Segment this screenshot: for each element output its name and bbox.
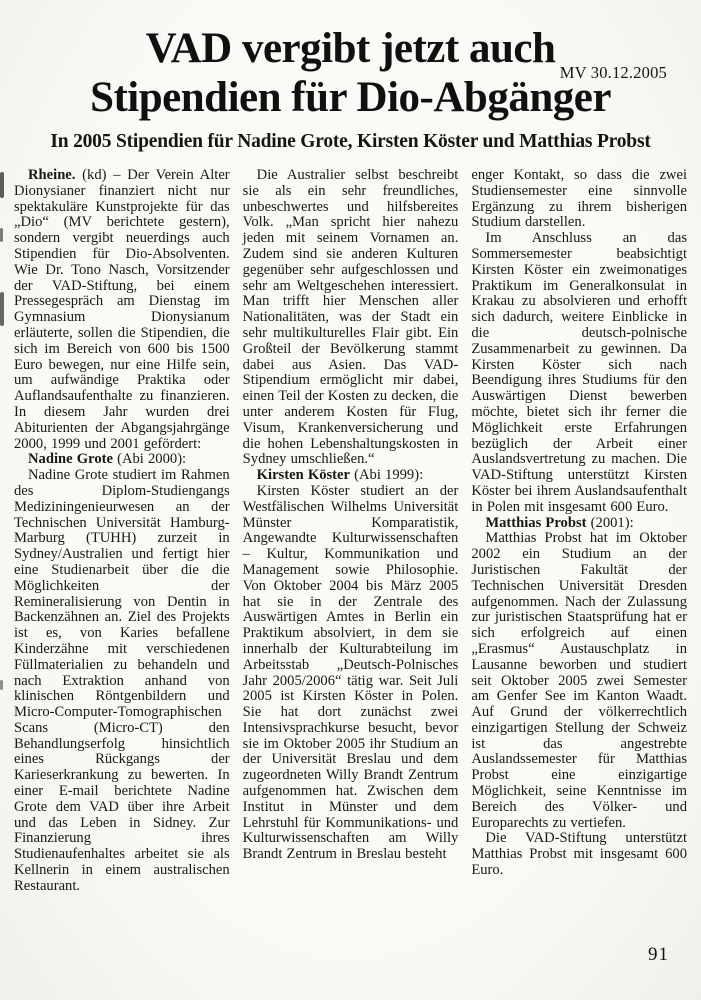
person-abi-year: (2001): — [586, 514, 634, 531]
paragraph-matthias-probst — [471, 531, 687, 831]
paragraph-text: Die VAD-Stiftung unterstützt Matthias Probst mit insgesamt 600 Euro. — [471, 830, 688, 879]
paragraph-australier-quote — [243, 168, 459, 468]
article-title-line1: VAD vergibt jetzt auch — [145, 25, 556, 72]
paragraph-text: Im Anschluss an das Sommersemester beabsichtigt Kirsten Köster ein zweimonatiges Praktikum im Generalkonsulat in Krakau zu absolvieren und erhofft sich dadurch, weitere Einblicke in die deutsch-polnische Zusammenarbeit zu gewinnen. Da Kirsten Köster sich nach Beendigung ihres Studiums für den Auswärtigen Dienst bewerben möchte, bietet sich ihr ferner die Möglichkeit erste Erfahrungen bezüglich der Arbeit einer Auslandsvertretung zu machen. Die VAD-Stiftung unterstützt Kirsten Köster bei ihrem Auslandsaufenthalt in Polen mit insgesamt 600 Euro. — [471, 230, 688, 515]
section-heading-nadine-grote — [14, 452, 230, 468]
page-number: 91 — [648, 944, 669, 965]
scan-artifact — [0, 292, 4, 326]
article-subtitle: In 2005 Stipendien für Nadine Grote, Kirsten Köster und Matthias Probst — [50, 131, 651, 152]
paragraph-text: enger Kontakt, so dass die zwei Studiensemester eine sinnvolle Ergänzung zu ihrem bisherigen Studium darstellen. — [471, 167, 688, 231]
person-name: Matthias Probst — [485, 514, 587, 531]
paragraph-continuation — [471, 168, 687, 231]
person-abi-year: (Abi 2000): — [112, 451, 187, 468]
paragraph-text: Matthias Probst hat im Oktober 2002 ein Studium an der Juristischen Fakultät der Technischen Universität Dresden aufgenommen. Nach der Zulassung zur juristischen Staatsprüfung hat er sich erfolgreich auf einen „Erasmus“ Austauschplatz in Lausanne beworben und studiert seit Oktober 2005 zwei Semester am Genfer See im Kanton Waadt. Auf Grund der völkerrechtlich einzigartigen Stellung der Schweiz ist das angestrebte Auslandssemester für Matthias Probst eine einzigartige Möglichkeit, seine Kenntnisse im Bereich des Völker- und Europarechts zu vertiefen. — [471, 530, 688, 831]
scan-artifact — [0, 680, 3, 690]
paragraph-text: Nadine Grote studiert im Rahmen des Diplom-Studiengangs Mediziningenieurwesen an der Technischen Universität Hamburg-Marburg (TUHH) zurzeit in Sydney/Australien und fertigt hier eine Studienarbeit über die die Möglichkeiten der Remineralisierung von Dentin in Backenzähnen an. Ziel des Projekts ist es, von Karies befallene Kinderzähne mit verschiedenen Füllmaterialien zu behandeln und nach Extraktion anhand von klinischen Röntgenbildern und Micro-Computer-Tomographischen Scans (Micro-CT) den Behandlungserfolg hinsichtlich eines Rückgangs der Karieserkrankung zu bewerten. In einer E-mail berichtete Nadine Grote dem VAD über ihre Arbeit und das Leben in Sidney. Zur Finanzierung ihres Studienaufenhaltes arbeitet sie als Kellnerin in einem australischen Restaurant. — [14, 467, 230, 894]
paragraph-nadine-grote — [14, 468, 230, 895]
person-name: Nadine Grote — [28, 451, 113, 468]
dateline-city: Rheine. — [28, 167, 76, 183]
scan-artifact — [0, 172, 4, 198]
paragraph-foerderung-probst — [471, 831, 687, 878]
paragraph-anschluss — [471, 231, 687, 515]
paragraph-kirsten-koester — [243, 484, 459, 863]
column-1 — [14, 168, 230, 895]
paragraph-text: Die Australier selbst beschreibt sie als ein sehr freundliches, unbeschwertes und hilfsbereites Volk. „Man spricht hier nahezu jeden mit seinem Vornamen an. Zudem sind sie anderen Kulturen gegenüber sehr aufgeschlossen und sehr am Weltgeschehen interessiert. Man trifft hier Menschen aller Nationalitäten, was der Stadt ein sehr multikulturelles Flair gibt. Ein Großteil der Bevölkerung stammt dabei aus Asien. Das VAD-Stipendium ermöglicht mir dabei, einen Teil der Kosten zu decken, die unter anderem Kosten für Flug, Visum, Krankenversicherung und die hohen Lebenshaltungskosten in Sydney umschließen.“ — [242, 167, 459, 468]
paragraph-intro — [14, 168, 230, 452]
person-abi-year: (Abi 1999): — [349, 467, 424, 484]
article-title-line2: Stipendien für Dio-Abgänger — [90, 74, 611, 121]
dateline-source: MV 30.12.2005 — [559, 63, 667, 82]
article-body — [0, 153, 701, 895]
column-2 — [243, 168, 459, 895]
paragraph-text: (kd) – Der Verein Alter Dionysianer finanziert nicht nur spektakuläre Kunstprojekte für das „Dio“ (MV berichtete gestern), sondern vergibt neuerdings auch Stipendien für Dio-Absolventen. Wie Dr. Tono Nasch, Vorsitzender der VAD-Stiftung, bei einem Pressegespräch am Dienstag im Gymnasium Dionysianum erläuterte, sollen die Stipendien, die sich im Bereich von 600 bis 1500 Euro bewegen, nur eine Hilfe sein, um aufwändige Praktika oder Auflandsaufenthalte zu finanzieren. In diesem Jahr wurden drei Abiturienten der Abgangsjahrgänge 2000, 1999 und 2001 gefördert: — [14, 167, 230, 452]
person-name: Kirsten Köster — [256, 467, 350, 484]
section-heading-kirsten-koester — [243, 468, 459, 484]
column-3 — [471, 168, 687, 895]
section-heading-matthias-probst — [471, 516, 687, 532]
article-header — [0, 0, 701, 153]
paragraph-text: Kirsten Köster studiert an der Westfälischen Wilhelms Universität Münster Komparatistik, Angewandte Kulturwissenschaften – Kultur, Kommunikation und Management sowie Philosophie. Von Oktober 2004 bis März 2005 hat sie in der Zentrale des Auswärtigen Amtes in Berlin ein Praktikum absolviert, in dem sie innerhalb der Kulturabteilung im Arbeitsstab „Deutsch-Polnisches Jahr 2005/2006“ tätig war. Seit Juli 2005 ist Kirsten Köster in Polen. Sie hat dort zunächst zwei Intensivsprachkurse besucht, bevor sie im Oktober 2005 ihr Studium an der Universität Breslau und dem zugeordneten Willy Brandt Zentrum aufgenommen hat. Zwischen dem Institut in Münster und dem Lehrstuhl für Kommunikations- und Kulturwissenschaften am Willy Brandt Zentrum in Breslau besteht — [242, 482, 459, 863]
scan-artifact — [0, 228, 3, 242]
